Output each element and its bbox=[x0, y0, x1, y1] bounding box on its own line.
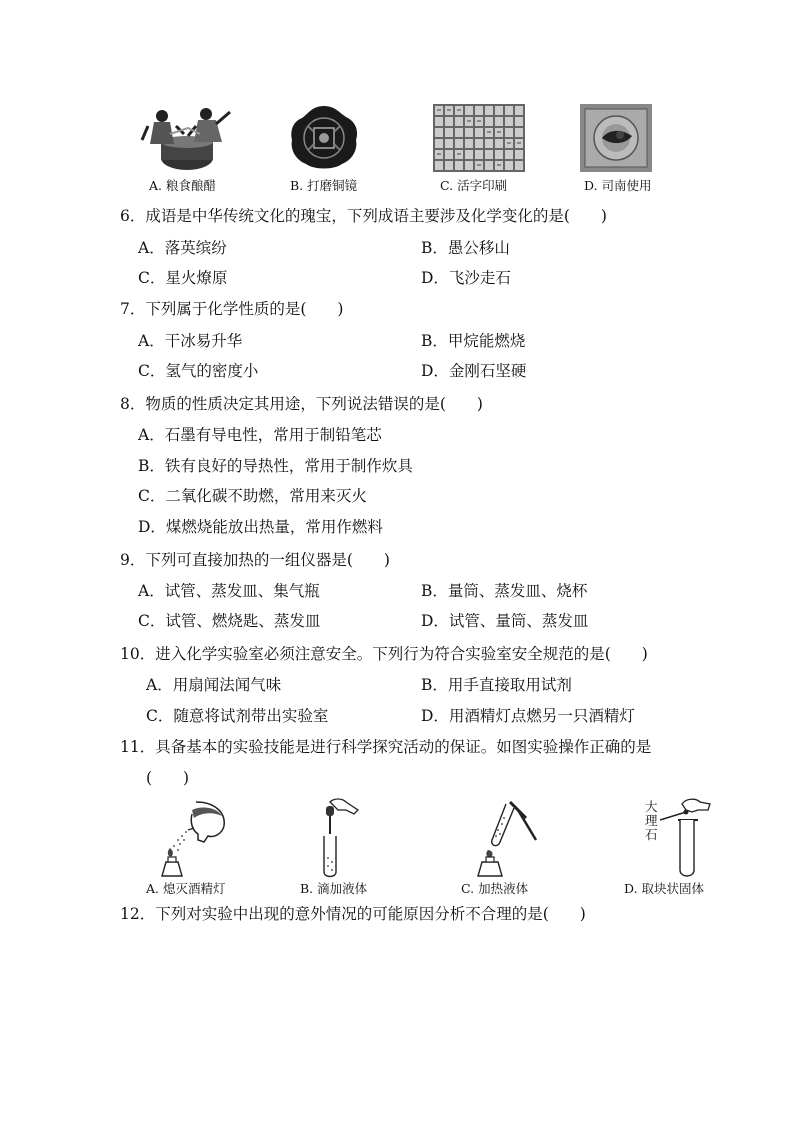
caption-movable-type: C. 活字印刷 bbox=[440, 178, 508, 193]
question-7-stem: 7．下列属于化学性质的是( ) bbox=[120, 300, 344, 318]
caption-grain-vinegar: A. 粮食酿醋 bbox=[149, 178, 216, 193]
question-10-option-d: D．用酒精灯点燃另一只酒精灯 bbox=[421, 707, 635, 725]
question-8-stem: 8．物质的性质决定其用途，下列说法错误的是( ) bbox=[120, 395, 483, 413]
marble-label-1: 大 bbox=[645, 799, 658, 814]
question-8-option-c: C．二氧化碳不助燃，常用来灭火 bbox=[138, 487, 367, 505]
question-10-option-c: C．随意将试剂带出实验室 bbox=[146, 707, 329, 725]
caption-take-solid: D. 取块状固体 bbox=[624, 881, 705, 896]
question-9-option-b: B．量筒、蒸发皿、烧杯 bbox=[421, 582, 588, 600]
question-9-option-a: A．试管、蒸发皿、集气瓶 bbox=[138, 582, 320, 600]
caption-extinguish-lamp: A. 熄灭酒精灯 bbox=[146, 881, 226, 896]
question-9-option-d: D．试管、量筒、蒸发皿 bbox=[421, 612, 589, 630]
question-11-stem: 11．具备基本的实验技能是进行科学探究活动的保证。如图实验操作正确的是 bbox=[120, 738, 652, 756]
grain-vinegar-image bbox=[140, 104, 234, 172]
question-10-stem: 10．进入化学实验室必须注意安全。下列行为符合实验室安全规范的是( ) bbox=[120, 645, 648, 663]
marble-label-2: 理 bbox=[645, 813, 658, 828]
caption-drop-liquid: B. 滴加液体 bbox=[300, 881, 368, 896]
heat-liquid-image bbox=[466, 800, 542, 878]
movable-type-image bbox=[433, 104, 525, 172]
take-solid-image bbox=[652, 796, 712, 878]
question-6-option-d: D．飞沙走石 bbox=[421, 269, 511, 287]
caption-bronze-mirror: B. 打磨铜镜 bbox=[290, 178, 358, 193]
question-6-option-c: C．星火燎原 bbox=[138, 269, 228, 287]
question-6-stem: 6．成语是中华传统文化的瑰宝，下列成语主要涉及化学变化的是( ) bbox=[120, 207, 607, 225]
question-9-option-c: C．试管、燃烧匙、蒸发皿 bbox=[138, 612, 321, 630]
caption-compass: D. 司南使用 bbox=[584, 178, 652, 193]
compass-sinan-image bbox=[580, 104, 652, 172]
question-6-option-b: B．愚公移山 bbox=[421, 239, 510, 257]
question-8-option-d: D．煤燃烧能放出热量，常用作燃料 bbox=[138, 518, 383, 536]
extinguish-alcohol-lamp-image bbox=[152, 800, 240, 878]
bronze-mirror-image bbox=[288, 104, 360, 172]
drop-liquid-image bbox=[312, 796, 362, 878]
question-9-stem: 9．下列可直接加热的一组仪器是( ) bbox=[120, 551, 390, 569]
question-6-option-a: A．落英缤纷 bbox=[138, 239, 227, 257]
question-11-stem-blank: ( ) bbox=[146, 769, 190, 787]
question-10-option-a: A．用扇闻法闻气味 bbox=[146, 676, 282, 694]
question-7-option-b: B．甲烷能燃烧 bbox=[421, 332, 526, 350]
question-8-option-b: B．铁有良好的导热性，常用于制作炊具 bbox=[138, 457, 413, 475]
question-10-option-b: B．用手直接取用试剂 bbox=[421, 676, 572, 694]
question-7-option-d: D．金刚石坚硬 bbox=[421, 362, 527, 380]
question-7-option-c: C．氢气的密度小 bbox=[138, 362, 259, 380]
question-7-option-a: A．干冰易升华 bbox=[138, 332, 243, 350]
caption-heat-liquid: C. 加热液体 bbox=[461, 881, 529, 896]
question-12-stem: 12．下列对实验中出现的意外情况的可能原因分析不合理的是( ) bbox=[120, 905, 586, 923]
marble-label-3: 石 bbox=[645, 827, 658, 842]
question-8-option-a: A．石墨有导电性，常用于制铅笔芯 bbox=[138, 426, 382, 444]
